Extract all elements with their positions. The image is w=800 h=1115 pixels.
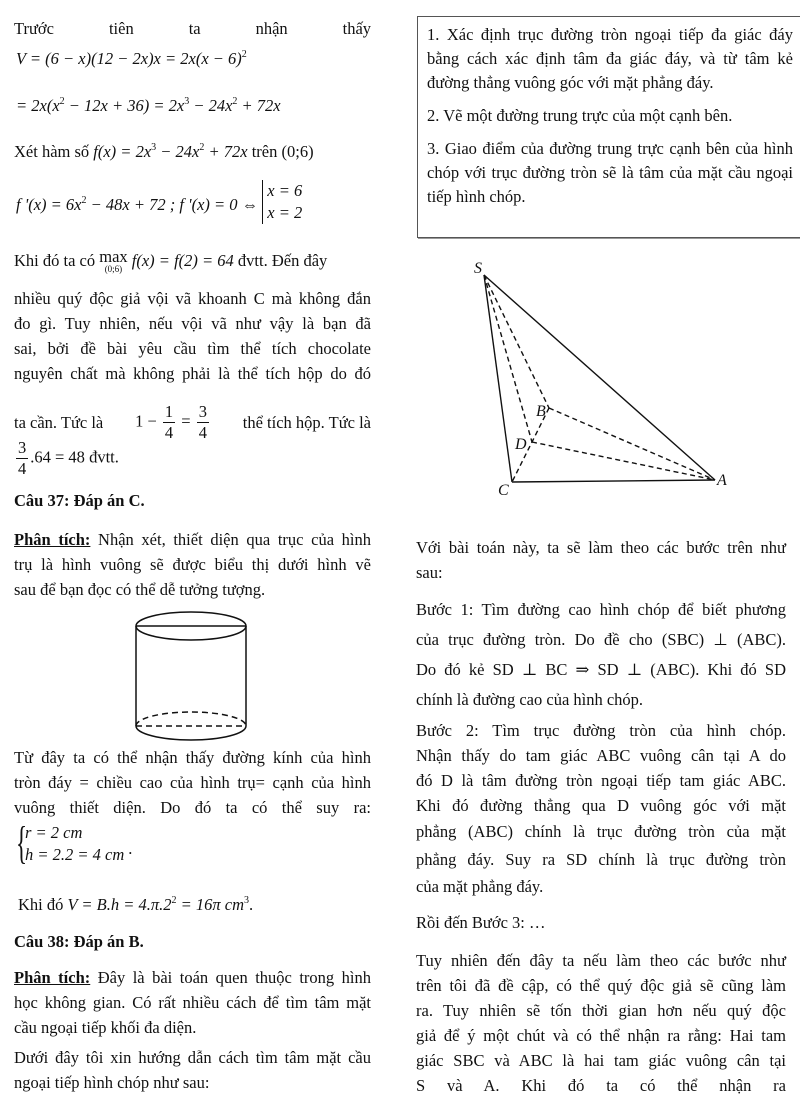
label-D: D: [515, 436, 527, 453]
analysis-label: Phân tích:: [14, 530, 91, 549]
exponent: 2: [171, 895, 177, 906]
label-C: C: [498, 482, 509, 499]
equation-volume: [16, 42, 247, 71]
fraction-line: [14, 404, 371, 441]
word: Trước: [14, 19, 54, 38]
word: nhận: [255, 19, 288, 38]
question-37-title: Câu 37: Đáp án C.: [14, 491, 145, 510]
exponent: 3: [244, 895, 250, 906]
edge-BA: [549, 408, 715, 480]
text-line: trụ là hình vuông sẽ được biểu thị dưới hình vẽ: [14, 555, 371, 574]
equation-text: f '(x) = 6x: [16, 194, 82, 214]
max-label: max: [99, 246, 128, 266]
denominator: 4: [18, 458, 27, 478]
edge-CA: [512, 480, 715, 482]
text-line: trên tôi đã đề cập, có thể quý độc giả sẽ cũng làm: [416, 976, 786, 995]
steps-box: [417, 16, 800, 238]
word: tiên: [108, 19, 134, 38]
text-line: giả để ý một chút và có thể nhận ra rằng: Hai tam: [416, 1026, 786, 1045]
explanation-paragraph: [14, 286, 371, 386]
text-line: 3. Giao điểm của đường trung trực cạnh bên của: [427, 139, 759, 158]
text-line: 2. Vẽ một đường trung trực của một cạnh bên.: [427, 106, 733, 125]
text-line: Đây là bài toán quen thuộc trong hình: [90, 968, 371, 987]
label-text: Xét hàm số: [14, 142, 90, 161]
text-line: cầu ngoại tiếp khối đa diện.: [14, 1018, 197, 1037]
numerator: 1: [164, 402, 174, 421]
text-line: phẳng (ABC) chính là trục đường tròn của mặt: [416, 822, 786, 841]
text-line: phẳng đáy. Suy ra SD chính là trục đường tròn: [416, 850, 786, 869]
label-text: trên: [251, 142, 278, 161]
numerator: 3: [198, 402, 207, 421]
equation-text: = 2x(x: [16, 96, 60, 115]
denominator: 4: [198, 422, 207, 442]
closing-paragraph: [416, 948, 786, 1098]
text-line: nhiều quý độc giả vội vã khoanh C mà không đắn: [14, 289, 371, 308]
q38-analysis: [14, 965, 371, 1040]
edge-SB: [484, 275, 549, 408]
volume-result: [18, 888, 253, 917]
step-2: [427, 104, 793, 128]
max-operator: [99, 246, 128, 275]
fraction: [197, 404, 209, 441]
label-text: Khi đó: [18, 895, 64, 914]
text-line: đo gì. Tuy nhiên, nếu vội vã như vậy là bạn đã: [14, 314, 371, 333]
analysis-label: Phân tích:: [14, 968, 91, 987]
text-line: ra. Tuy nhiên sẽ tốn thời gian hơn nếu quý độc: [416, 1001, 786, 1020]
equation-text: − 24x: [189, 96, 233, 115]
brace-icon: {: [16, 817, 28, 868]
fraction: [163, 404, 175, 441]
period: .: [128, 839, 133, 858]
equation-text: V = (6 − x)(12 − 2x)x = 2x(x − 6): [16, 49, 242, 68]
text-line: của trục đường tròn. Do đề cho (SBC) ⊥ (ABC).: [416, 630, 786, 649]
exponent: 2: [232, 96, 238, 107]
unit: đvtt.: [89, 447, 119, 467]
text-line: giác SBC và ABC là hai tam giác vuông cân tại: [416, 1051, 786, 1070]
intro-line: [14, 16, 371, 41]
label-B: B: [536, 403, 546, 420]
cylinder-figure: [129, 605, 259, 745]
label-text: thể tích hộp. Tức là: [242, 413, 371, 432]
text-line: Tuy nhiên đến đây ta nếu làm theo các bước như: [416, 951, 786, 970]
step-1-paragraph: [416, 595, 786, 715]
word: ta: [188, 19, 201, 38]
equation-text: − 24x: [156, 142, 200, 161]
edge-SC: [484, 275, 512, 482]
word: thấy: [342, 19, 372, 38]
text-line: Khi đó đường thẳng qua D vuông góc với mặt: [416, 796, 786, 815]
equation-system: [16, 817, 133, 868]
step-1: [427, 23, 793, 95]
period: .: [249, 895, 254, 914]
solution: x = 2: [267, 203, 303, 222]
text-line: Bước 1: Tìm đường cao hình chóp để biết phương: [416, 600, 786, 619]
solution: x = 6: [267, 181, 303, 200]
equation-expand: [16, 89, 281, 118]
text-line: 1. Xác định trục đường tròn ngoại tiếp đa giác: [427, 25, 762, 44]
label-text: đvtt. Đến đây: [237, 251, 328, 270]
step-3: [427, 137, 793, 209]
question-38-title: Câu 38: Đáp án B.: [14, 932, 144, 951]
equation-text: V = B.h = 4.π.2: [67, 895, 172, 914]
function-definition: [14, 135, 314, 164]
q37-conclusion: [14, 745, 371, 820]
text-line: S và A. Khi đó ta có thể nhận ra: [416, 1076, 786, 1095]
text-line: đáy.: [686, 73, 714, 92]
label-S: S: [474, 260, 482, 277]
text-line: Với bài toán này, ta sẽ làm theo các bước trên như: [416, 538, 786, 557]
q37-analysis: [14, 527, 371, 602]
system-line: r = 2 cm: [25, 823, 83, 842]
numerator: 3: [18, 438, 27, 457]
text-line: học không gian. Có rất nhiều cách để tìm tâm mặt: [14, 993, 371, 1012]
exponent: 3: [151, 142, 157, 153]
exponent: 2: [199, 142, 205, 153]
max-subscript: (0;6): [104, 264, 123, 274]
equation-text: = 16π cm: [176, 895, 245, 914]
text-line: Do đó kẻ SD ⊥ BC ⇒ SD ⊥ (ABC). Khi đó SD: [416, 660, 786, 679]
text-line: Nhận xét, thiết diện qua trục của hình: [90, 530, 371, 549]
segment-DA: [532, 442, 715, 480]
text-line: chính là đường cao của hình chóp.: [416, 690, 644, 709]
text-line: ngoại tiếp hình chóp như sau:: [14, 1073, 210, 1092]
exponent: 2: [59, 96, 65, 107]
text-line: sau:: [416, 563, 443, 582]
text-line: tròn đáy = chiều cao của hình trụ= cạnh của hình: [14, 773, 371, 792]
equation-text: f(x) = f(2) = 64: [131, 251, 234, 270]
text-line: Bước 2: Tìm trục đường tròn của hình chóp.: [416, 721, 786, 740]
step-2-paragraph: [416, 718, 786, 899]
cylinder-bottom-back: [136, 712, 246, 726]
cylinder-bottom-front: [136, 726, 246, 740]
equation-text: 1 −: [135, 411, 157, 431]
pyramid-figure: [460, 255, 760, 505]
text-line: của mặt phẳng đáy.: [416, 877, 544, 896]
equation-text: + 72x: [204, 142, 248, 161]
text-line: sai, bởi đề bài yêu cầu tìm thể tích chocolate: [14, 339, 371, 358]
text-line: vuông thiết diện. Do đó ta có thể suy ra:: [14, 798, 371, 817]
text-line: hình chóp với trục đường tròn sẽ là tâm của mặt: [427, 139, 793, 182]
text-line: Từ đây ta có thể nhận thấy đường kính của hình: [14, 748, 371, 767]
text-line: cầu ngoại tiếp hình chóp.: [427, 163, 793, 206]
label-text: ta cần. Tức là: [14, 413, 104, 432]
text-line: Dưới đây tôi xin hướng dẫn cách tìm tâm mặt cầu: [14, 1048, 371, 1067]
fraction: [16, 440, 28, 477]
equals: =: [181, 411, 191, 431]
step-3-line: Rồi đến Bước 3: …: [416, 913, 546, 932]
text-line: Nhận thấy do tam giác ABC vuông cân tại A do: [416, 746, 786, 765]
q38-method-intro: [14, 1045, 371, 1095]
equation-text: + 72x: [237, 96, 281, 115]
equation-text: .64 = 48: [30, 447, 85, 467]
text-line: đó D là tâm đường tròn ngoại tiếp tam giác ABC.: [416, 771, 786, 790]
text-line: sau để bạn đọc có thể dễ tưởng tượng.: [14, 580, 266, 599]
equation-text: − 48x + 72 ; f '(x) = 0 ⇔: [86, 194, 259, 214]
height-SD: [484, 275, 532, 442]
interval: (0;6): [281, 142, 314, 161]
label-A: A: [717, 472, 727, 489]
label-text: Khi đó ta có: [14, 251, 96, 270]
exponent: 2: [241, 49, 247, 60]
solution-bracket: [262, 180, 302, 224]
text-line: đáy bằng cách xác định tâm đa giác đáy, và từ: [427, 25, 793, 68]
denominator: 4: [164, 422, 174, 442]
text-line: tâm kẻ đường thẳng vuông góc với mặt phẳng: [427, 49, 793, 92]
final-result: [14, 440, 119, 477]
exponent: 3: [184, 96, 190, 107]
equation-text: − 12x + 36) = 2x: [64, 96, 185, 115]
derivative-equation: [16, 180, 302, 224]
equation-text: f(x) = 2x: [93, 142, 152, 161]
text-line: nguyên chất mà không phải là thể tích hộp do đó: [14, 364, 371, 383]
solution-intro: [416, 535, 786, 585]
system-line: h = 2.2 = 4 cm: [25, 845, 125, 864]
max-statement: [14, 248, 371, 274]
exponent: 2: [81, 194, 87, 206]
